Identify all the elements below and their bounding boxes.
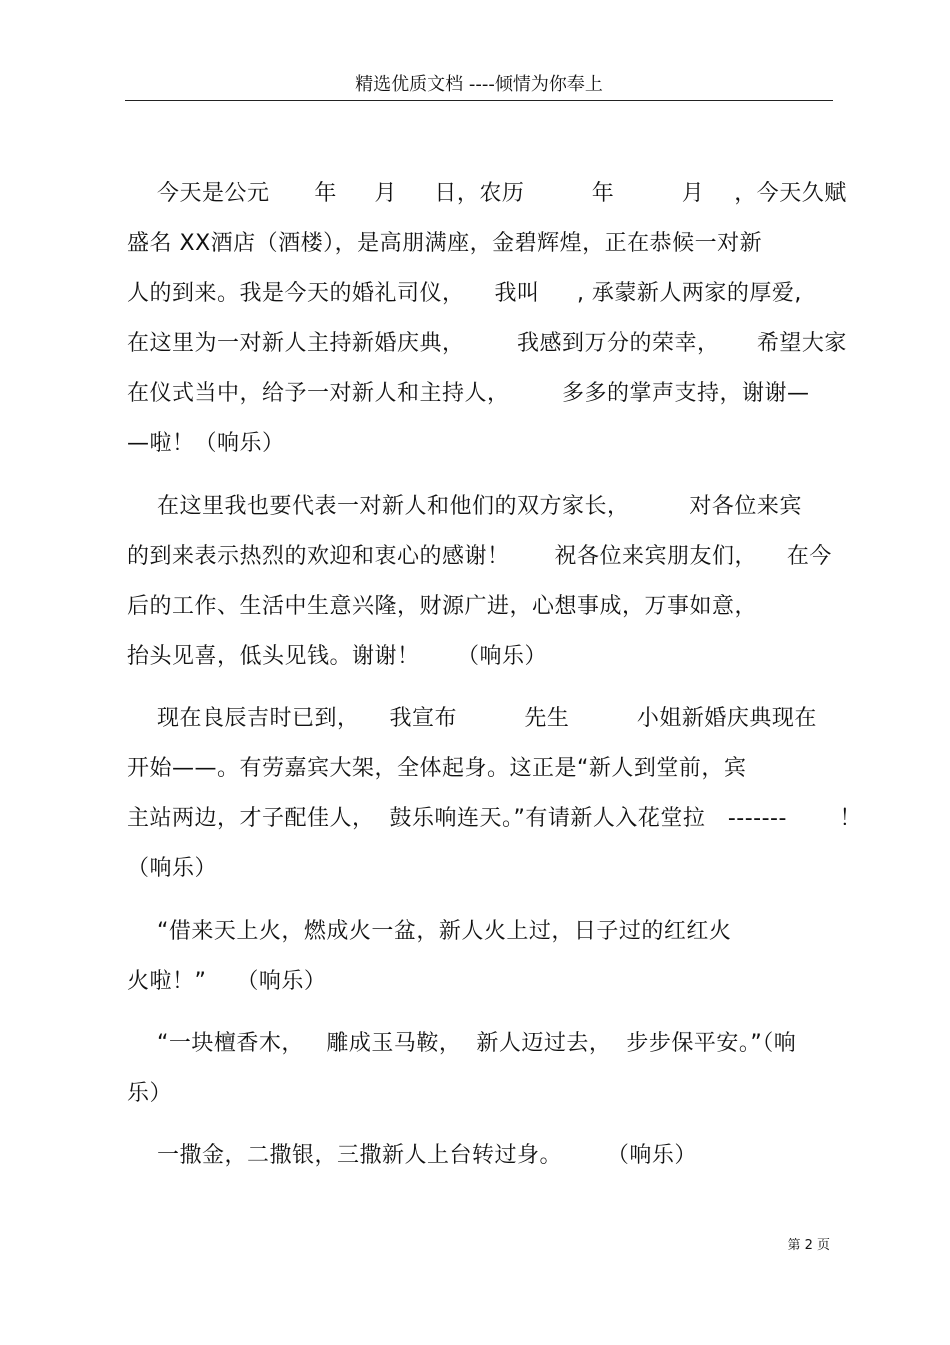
header-rule — [125, 100, 833, 101]
body-line: （响乐） — [127, 856, 218, 881]
body-line: 的到来表示热烈的欢迎和衷心的感谢！ 祝各位来宾朋友们， 在今 — [127, 544, 832, 569]
page-header: 精选优质文档 ----倾情为你奉上 — [355, 74, 603, 95]
body-line: “借来天上火，燃成火一盆，新人火上过，日子过的红红火 — [127, 919, 732, 944]
body-line: “一块檀香木， 雕成玉马鞍， 新人迈过去， 步步保平安。”（响 — [127, 1031, 797, 1056]
body-line: 在这里我也要代表一对新人和他们的双方家长， 对各位来宾 — [127, 494, 802, 519]
page-number: 第 2 页 — [787, 1238, 830, 1253]
body-line: 开始——。有劳嘉宾大架，全体起身。这正是“新人到堂前，宾 — [127, 756, 747, 781]
body-line: 在仪式当中，给予一对新人和主持人， 多多的掌声支持，谢谢— — [127, 381, 810, 406]
body-line: 火啦！” （响乐） — [127, 969, 327, 994]
body-line: 乐） — [127, 1081, 173, 1106]
body-line: 盛名 XX酒店（酒楼），是高朋满座，金碧辉煌，正在恭候一对新 — [127, 231, 763, 256]
body-line: 抬头见喜，低头见钱。谢谢！ （响乐） — [127, 644, 547, 669]
body-line: 今天是公元 年 月 日，农历 年 月 ，今天久赋 — [127, 181, 847, 206]
body-line: 主站两边，才子配佳人， 鼓乐响连天。”有请新人入花堂拉 ------- ！ — [127, 806, 862, 831]
body-line: 后的工作、生活中生意兴隆，财源广进，心想事成，万事如意， — [127, 594, 758, 619]
body-line: 一撒金，二撒银，三撒新人上台转过身。 （响乐） — [127, 1143, 697, 1168]
body-line: 在这里为一对新人主持新婚庆典， 我感到万分的荣幸， 希望大家 — [127, 331, 847, 356]
body-line: 现在良辰吉时已到， 我宣布 先生 小姐新婚庆典现在 — [127, 706, 817, 731]
body-line: —啦！（响乐） — [127, 431, 285, 456]
body-line: 人的到来。我是今天的婚礼司仪， 我叫 , 承蒙新人两家的厚爱, — [127, 281, 802, 306]
